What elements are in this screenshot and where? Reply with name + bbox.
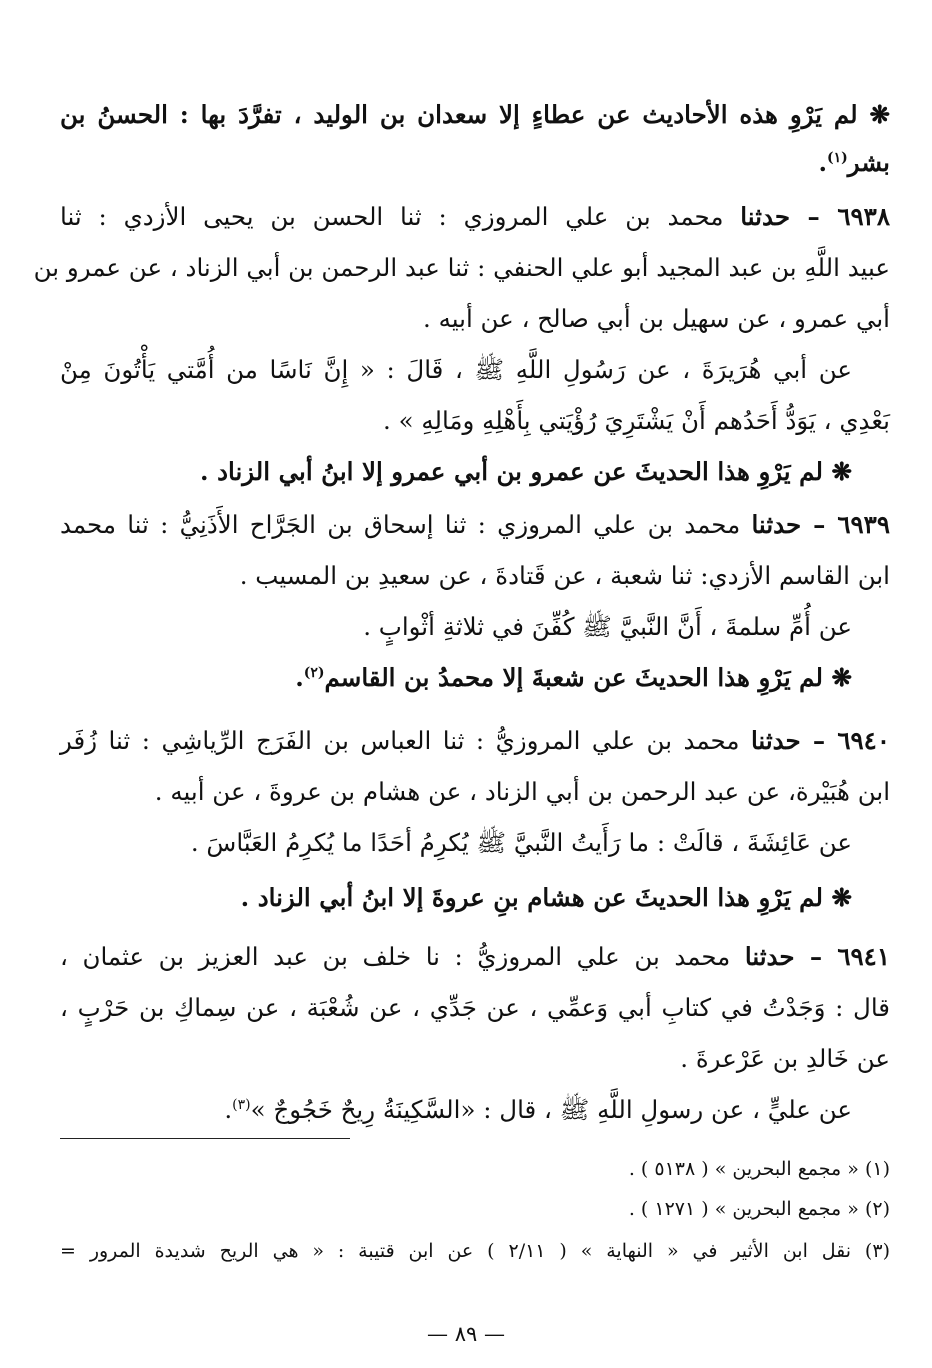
text-line: ❋ لم يَرْوِ هذا الحديثَ عن شعبةَ إلا محمدُ بن القاسم$^{(٢)}$. <box>295 663 852 692</box>
footnote-1: (١) « مجمع البحرين » ( ٥١٣٨ ) . <box>628 1158 890 1180</box>
footnote-3: (٣) نقل ابن الأثير في « النهاية » ( ٢/١١ ) عن ابن قتيبة : « هي الريح شديدة المرور = <box>60 1240 890 1262</box>
hadith-6941-header <box>60 932 890 982</box>
footnote-mark: (٣) <box>232 1096 251 1113</box>
text-line: عن عَائِشَةَ ، قالَتْ : ما رَأَيتُ النَّبيَّ ﷺ يُكرِمُ أحَدًا ما يُكرِمُ العَبَّاسَ . <box>190 828 852 857</box>
footnote-2: (٢) « مجمع البحرين » ( ١٢٧١ ) . <box>628 1198 890 1220</box>
text-line: ابن هُبَيْرة، عن عبد الرحمن بن أبي الزناد ، عن هشام بن عروةَ ، عن أبيه . <box>154 777 890 806</box>
text-line: عن عليٍّ ، عن رسولِ اللَّهِ ﷺ ، قال : «السَّكِينَةُ رِيحٌ خَجُوجٌ »$^{(٣)}$. <box>224 1095 852 1124</box>
line-text: محمد بن علي المروزيُّ : نا خلف بن عبد العزيز بن عثمان ، <box>60 942 731 971</box>
text-line: عن خَالدِ بن عَرْعرةَ . <box>680 1044 890 1073</box>
line-text: بشر <box>847 148 890 177</box>
text-line: ❋ لم يَرْوِ هذه الأحاديث عن عطاءٍ إلا سعدان بن الوليد ، تفرَّدَ بها : الحسنُ بن <box>60 100 890 129</box>
footnote-mark: (١) <box>827 149 848 166</box>
text-line: أبي عمرو ، عن سهيل بن أبي صالح ، عن أبيه . <box>423 304 890 333</box>
line-text: ❋ لم يَرْوِ هذا الحديثَ عن شعبةَ إلا محمدُ بن القاسم <box>324 663 852 692</box>
text-line: عبيد اللَّهِ بن عبد المجيد أبو علي الحنفي : ثنا عبد الرحمن بن أبي الزناد ، عن عمرو بن <box>33 253 890 282</box>
text-line: ابن القاسم الأزدي: ثنا شعبة ، عن قَتادةَ ، عن سعيدِ بن المسيب . <box>239 561 890 590</box>
text-line: قال : وَجَدْتُ في كتابِ أبي وَعمِّي ، عن جَدِّي ، عن شُعْبَة ، عن سِماكِ بن حَرْبٍ ، <box>60 993 890 1022</box>
line-text: عن عليٍّ ، عن رسولِ اللَّهِ ﷺ ، قال : «السَّكِينَةُ رِيحٌ خَجُوجٌ » <box>250 1095 852 1124</box>
hadith-number: ٦٩٣٩ – حدثنا <box>751 510 890 539</box>
line-text: محمد بن علي المروزي : ثنا الحسن بن يحيى الأزدي : ثنا <box>60 202 724 231</box>
text-line: ❋ لم يَرْوِ هذا الحديثَ عن عمرو بن أبي عمرو إلا ابنُ أبي الزناد . <box>200 457 852 486</box>
hadith-6940-header <box>60 716 890 766</box>
page-number: — ٨٩ — <box>427 1322 505 1346</box>
hadith-number: ٦٩٣٨ – حدثنا <box>740 202 890 231</box>
hadith-6938-header <box>60 192 890 242</box>
text-line: ❋ لم يَرْوِ هذا الحديثَ عن هشام بنِ عروةَ إلا ابنُ أبي الزناد . <box>240 883 852 912</box>
page-body <box>33 80 890 1340</box>
text-line: بشر$^{(١)}$. <box>818 148 890 177</box>
footnote-divider <box>60 1138 350 1139</box>
text-line: عن أُمِّ سلمةَ ، أَنَّ النَّبيَّ ﷺ كُفِّنَ في ثلاثةِ أثْوابٍ . <box>363 612 852 641</box>
hadith-number: ٦٩٤٠ – حدثنا <box>750 726 890 755</box>
line-text: محمد بن علي المروزيُّ : ثنا العباس بن الفَرَج الرِّياشِي : ثنا زُفَر <box>60 726 740 755</box>
line-text: محمد بن علي المروزي : ثنا إسحاق بن الجَرَّاح الأَذَنِيُّ : ثنا محمد <box>60 510 741 539</box>
text-line: بَعْدِي ، يَوَدُّ أَحَدُهم أَنْ يَشْتَرِيَ رُؤْيَتي بِأَهْلِهِ ومَالِهِ » . <box>383 406 890 435</box>
hadith-number: ٦٩٤١ – حدثنا <box>744 942 890 971</box>
hadith-6939-header <box>60 500 890 550</box>
footnote-mark: (٢) <box>303 664 325 681</box>
text-line: عن أبي هُرَيرَةَ ، عن رَسُولِ اللَّهِ ﷺ ، قَالَ : « إِنَّ نَاسًا من أُمَّتي يَأْتُونَ مِنْ <box>60 355 852 384</box>
